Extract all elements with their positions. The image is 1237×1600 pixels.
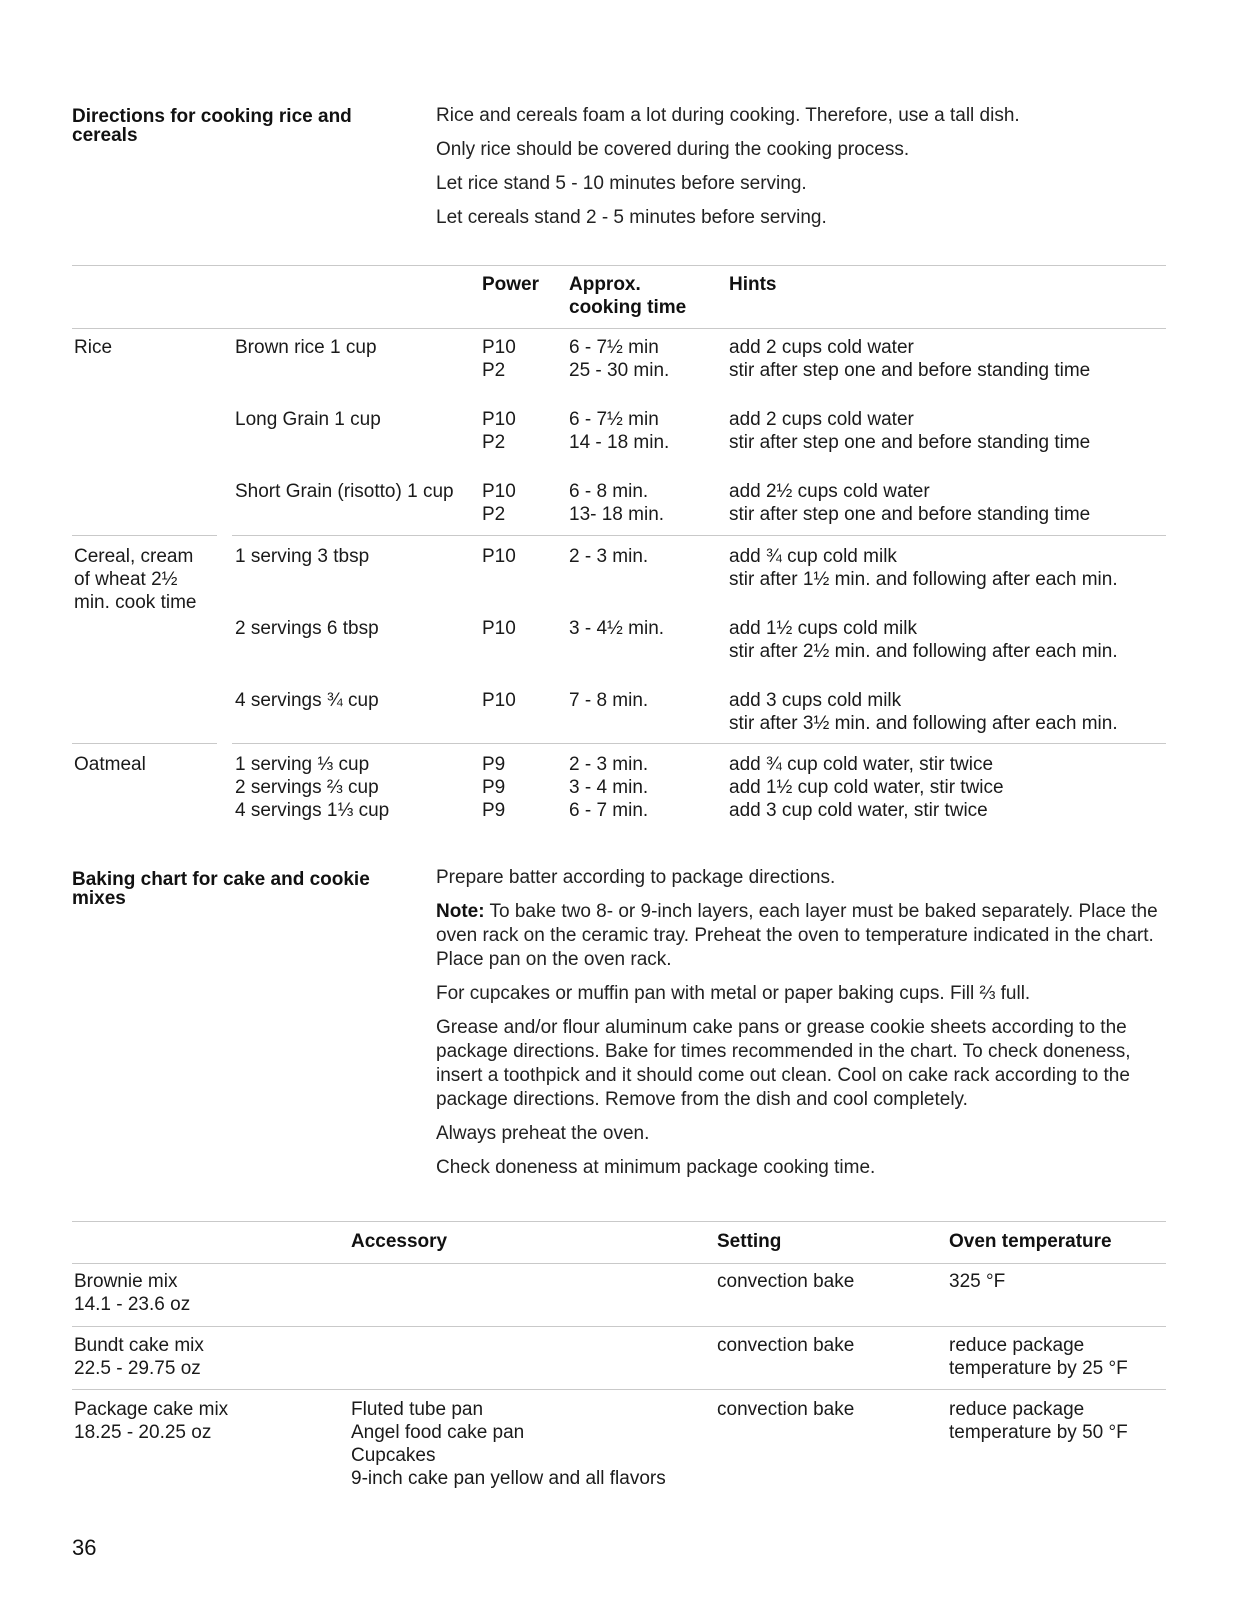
note-paragraph: Note: To bake two 8- or 9-inch layers, each layer must be baked separately. Place the oven rack on the ceramic tray. Preheat the oven to temperature indicated in the chart. Place pan on the oven rack. bbox=[436, 901, 1158, 970]
table-row-time: 2 - 3 min. bbox=[569, 546, 649, 567]
table-row-setting: convection bake bbox=[717, 1271, 855, 1292]
intro-paragraph: Only rice should be covered during the cooking process. bbox=[436, 139, 910, 160]
intro-paragraph: Prepare batter according to package directions. bbox=[436, 867, 836, 888]
table-row-hint: add 2 cups cold water stir after step one and before standing time bbox=[729, 409, 1091, 453]
table-row-power: P10 P2 bbox=[482, 409, 516, 453]
table-row-time: 7 - 8 min. bbox=[569, 690, 649, 711]
table-row-time: 6 - 7½ min 25 - 30 min. bbox=[569, 337, 670, 381]
table-row-item: Brown rice 1 cup bbox=[235, 337, 377, 358]
table-row-time: 6 - 8 min. 13- 18 min. bbox=[569, 481, 665, 525]
table-row-hint: add ¾ cup cold water, stir twice add 1½ cup cold water, stir twice add 3 cup cold water, stir twice bbox=[729, 754, 1004, 821]
baking-intro bbox=[436, 866, 1166, 1180]
intro-paragraph: Grease and/or flour aluminum cake pans or grease cookie sheets according to the package directions. Bake for times recommended in the chart. To check doneness, insert a toothpick and it should come out clean. Cool on cake rack according to the package directions. Remove from the dish and cool completely. bbox=[436, 1017, 1131, 1110]
table-row-item: 1 serving ⅓ cup 2 servings ⅔ cup 4 servings 1⅓ cup bbox=[235, 754, 390, 821]
category-oatmeal: Oatmeal bbox=[74, 754, 146, 775]
intro-paragraph: For cupcakes or muffin pan with metal or paper baking cups. Fill ⅔ full. bbox=[436, 983, 1031, 1004]
table-row-item: 4 servings ¾ cup bbox=[235, 690, 379, 711]
page-number: 36 bbox=[72, 1535, 97, 1560]
table-row-hint: add ¾ cup cold milk stir after 1½ min. and following after each min. bbox=[729, 546, 1118, 590]
table-row-power: P10 bbox=[482, 546, 516, 567]
header-setting: Setting bbox=[717, 1231, 782, 1252]
table-row-hint: add 3 cups cold milk stir after 3½ min. and following after each min. bbox=[729, 690, 1118, 734]
table-rule bbox=[72, 1263, 1166, 1264]
table-row-temp: reduce package temperature by 25 °F bbox=[949, 1335, 1128, 1379]
table-rule bbox=[72, 743, 217, 744]
table-rule bbox=[72, 265, 1166, 266]
rice-intro bbox=[436, 104, 1166, 230]
table-row-power: P10 P2 bbox=[482, 481, 516, 525]
table-row-item: 1 serving 3 tbsp bbox=[235, 546, 370, 567]
table-row-time: 3 - 4½ min. bbox=[569, 618, 665, 639]
table-row-item: Brownie mix 14.1 - 23.6 oz bbox=[74, 1271, 191, 1315]
table-rule bbox=[232, 743, 1166, 744]
category-rice: Rice bbox=[74, 337, 113, 358]
table-row-hint: add 2 cups cold water stir after step one and before standing time bbox=[729, 337, 1091, 381]
table-row-item: Bundt cake mix 22.5 - 29.75 oz bbox=[74, 1335, 204, 1379]
table-row-item: 2 servings 6 tbsp bbox=[235, 618, 379, 639]
table-rule bbox=[232, 535, 1166, 536]
rice-section-heading: Directions for cooking rice and cereals bbox=[72, 106, 352, 146]
table-row-power: P9 P9 P9 bbox=[482, 754, 506, 821]
table-row-item: Short Grain (risotto) 1 cup bbox=[235, 481, 454, 502]
intro-paragraph: Always preheat the oven. bbox=[436, 1123, 650, 1144]
table-row-time: 2 - 3 min. 3 - 4 min. 6 - 7 min. bbox=[569, 754, 649, 821]
table-rule bbox=[72, 1221, 1166, 1222]
table-row-setting: convection bake bbox=[717, 1399, 855, 1420]
header-oven-temperature: Oven temperature bbox=[949, 1231, 1112, 1252]
intro-paragraph: Rice and cereals foam a lot during cooking. Therefore, use a tall dish. bbox=[436, 105, 1020, 126]
header-time: Approx. cooking time bbox=[569, 274, 687, 318]
note-label: Note: bbox=[436, 901, 485, 922]
baking-section-heading: Baking chart for cake and cookie mixes bbox=[72, 869, 370, 909]
header-power: Power bbox=[482, 274, 540, 295]
intro-paragraph: Check doneness at minimum package cooking time. bbox=[436, 1157, 876, 1178]
table-row-item: Package cake mix 18.25 - 20.25 oz bbox=[74, 1399, 229, 1443]
table-row-power: P10 bbox=[482, 618, 516, 639]
table-row-hint: add 2½ cups cold water stir after step one and before standing time bbox=[729, 481, 1091, 525]
table-row-temp: 325 °F bbox=[949, 1271, 1006, 1292]
intro-paragraph: Let rice stand 5 - 10 minutes before serving. bbox=[436, 173, 807, 194]
header-accessory: Accessory bbox=[351, 1231, 448, 1252]
table-row-power: P10 P2 bbox=[482, 337, 516, 381]
table-row-temp: reduce package temperature by 50 °F bbox=[949, 1399, 1128, 1443]
table-rule bbox=[72, 1326, 1166, 1327]
category-cereal: Cereal, cream of wheat 2½ min. cook time bbox=[74, 546, 197, 613]
table-row-time: 6 - 7½ min 14 - 18 min. bbox=[569, 409, 670, 453]
table-rule bbox=[72, 1389, 1166, 1390]
table-row-accessory: Fluted tube pan Angel food cake pan Cupcakes 9-inch cake pan yellow and all flavors bbox=[351, 1399, 666, 1489]
table-row-power: P10 bbox=[482, 690, 516, 711]
table-row-item: Long Grain 1 cup bbox=[235, 409, 381, 430]
table-rule bbox=[72, 535, 217, 536]
table-row-setting: convection bake bbox=[717, 1335, 855, 1356]
table-row-hint: add 1½ cups cold milk stir after 2½ min. and following after each min. bbox=[729, 618, 1118, 662]
header-hints: Hints bbox=[729, 274, 777, 295]
table-rule bbox=[72, 328, 1166, 329]
intro-paragraph: Let cereals stand 2 - 5 minutes before serving. bbox=[436, 207, 827, 228]
